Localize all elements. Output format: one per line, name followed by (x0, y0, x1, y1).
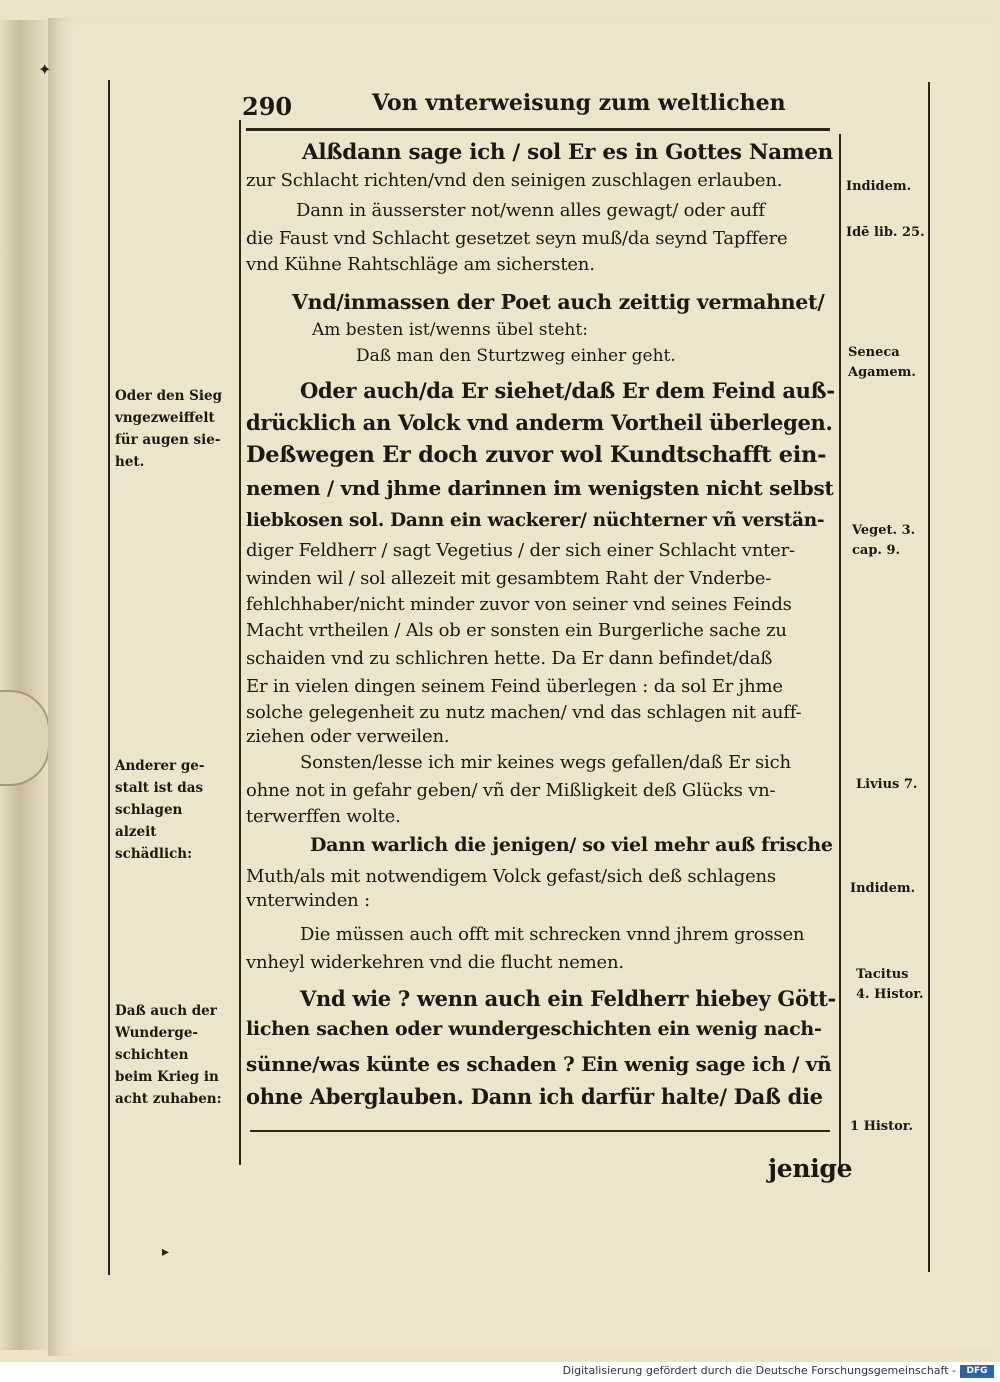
book-edge (0, 20, 52, 1350)
inner-left-rule (239, 120, 241, 1165)
body-text-line: diger Feldherr / sagt Vegetius / der sich einer Schlacht vnter- (246, 540, 795, 561)
body-text-line: Dann in äusserster not/wenn alles gewagt/ oder auff (296, 200, 765, 221)
inner-right-rule (839, 134, 841, 1174)
body-text-line: drücklich an Volck vnd anderm Vortheil überlegen. (246, 410, 833, 435)
body-text-line: Muth/als mit notwendigem Volck gefast/sich deß schlagens (246, 866, 776, 887)
body-text-line: nemen / vnd jhme darinnen im wenigsten nicht selbst (246, 476, 834, 500)
right-margin-note: Tacitus (856, 967, 909, 982)
body-text-line: liebkosen sol. Dann ein wackerer/ nüchterner vñ verstän- (246, 510, 825, 531)
digitization-credit: Digitalisierung gefördert durch die Deutsche Forschungsgemeinschaft - (562, 1364, 956, 1377)
catchword: jenige (768, 1154, 853, 1183)
ink-mark: ▸ (162, 1244, 170, 1260)
body-text-line: Oder auch/da Er siehet/daß Er dem Feind auß- (300, 378, 835, 403)
right-frame-rule (928, 82, 930, 1272)
right-margin-note: Seneca (848, 345, 900, 360)
body-text-line: ziehen oder verweilen. (246, 726, 450, 747)
right-margin-note: 4. Histor. (856, 987, 924, 1002)
body-text-line: sünne/was künte es schaden ? Ein wenig sage ich / vñ (246, 1052, 832, 1076)
left-margin-note: Daß auch der Wunderge- schichten beim Krieg in acht zuhaben: (115, 1003, 222, 1107)
body-text-line: die Faust vnd Schlacht gesetzet seyn muß/da seynd Tapffere (246, 228, 788, 249)
body-text-line: Dann warlich die jenigen/ so viel mehr auß frische (310, 834, 833, 856)
right-margin-note: Agamem. (848, 365, 916, 380)
body-text-line: ohne Aberglauben. Dann ich darfür halte/ Daß die (246, 1084, 823, 1109)
left-margin-note: Anderer ge- stalt ist das schlagen alzeit schädlich: (115, 758, 205, 862)
body-text-line: schaiden vnd zu schlichren hette. Da Er dann befindet/daß (246, 648, 773, 669)
body-text-line: zur Schlacht richten/vnd den seinigen zuschlagen erlauben. (246, 170, 783, 191)
body-text-line: Die müssen auch offt mit schrecken vnnd jhrem grossen (300, 924, 805, 945)
ink-mark: ✦ (38, 60, 52, 79)
body-text-line: lichen sachen oder wundergeschichten ein wenig nach- (246, 1018, 822, 1040)
body-text-line: vnterwinden : (246, 890, 370, 911)
body-text-line: Sonsten/lesse ich mir keines wegs gefallen/daß Er sich (300, 752, 791, 773)
body-text-line: Vnd wie ? wenn auch ein Feldherr hiebey Gött- (300, 986, 836, 1011)
page-number: 290 (242, 92, 293, 121)
body-text-line: Vnd/inmassen der Poet auch zeittig vermahnet/ (292, 290, 825, 314)
body-text-line: ohne not in gefahr geben/ vñ der Mißligkeit deß Glücks vn- (246, 780, 776, 801)
left-margin-note: Oder den Sieg vngezweiffelt für augen sie- het. (115, 388, 223, 470)
header-rule (246, 128, 830, 131)
right-margin-note: Indidem. (850, 881, 916, 896)
body-text-line: solche gelegenheit zu nutz machen/ vnd das schlagen nit auff- (246, 702, 802, 723)
right-margin-note: Livius 7. (856, 777, 918, 792)
right-margin-note: Veget. 3. (852, 523, 916, 538)
body-text-line: vnd Kühne Rahtschläge am sichersten. (246, 254, 595, 275)
right-margin-note: cap. 9. (852, 543, 901, 558)
body-text-line: Deßwegen Er doch zuvor wol Kundtschafft ein- (246, 442, 827, 468)
body-text-line: vnheyl widerkehren vnd die flucht nemen. (246, 952, 624, 973)
right-margin-note: Idē lib. 25. (846, 225, 925, 240)
body-text-line: Daß man den Sturtzweg einher geht. (356, 346, 676, 366)
body-text-line: winden wil / sol allezeit mit gesambtem Raht der Vnderbe- (246, 568, 772, 589)
body-text-line: Alßdann sage ich / sol Er es in Gottes Namen (302, 140, 833, 165)
body-text-line: fehlchhaber/nicht minder zuvor von seiner vnd seines Feinds (246, 594, 792, 615)
dfg-logo: DFG (960, 1365, 994, 1378)
body-text-line: Macht vrtheilen / Als ob er sonsten ein Burgerliche sache zu (246, 620, 787, 641)
body-text-line: terwerffen wolte. (246, 806, 401, 827)
running-title: Von vnterweisung zum weltlichen (372, 90, 786, 116)
body-text-line: Er in vielen dingen seinem Feind überlegen : da sol Er jhme (246, 676, 783, 697)
bottom-rule (250, 1130, 830, 1132)
right-margin-note: Indidem. (846, 179, 912, 194)
body-text-line: Am besten ist/wenns übel steht: (312, 320, 588, 340)
left-frame-rule (108, 80, 110, 1275)
right-margin-note: 1 Histor. (850, 1119, 913, 1134)
